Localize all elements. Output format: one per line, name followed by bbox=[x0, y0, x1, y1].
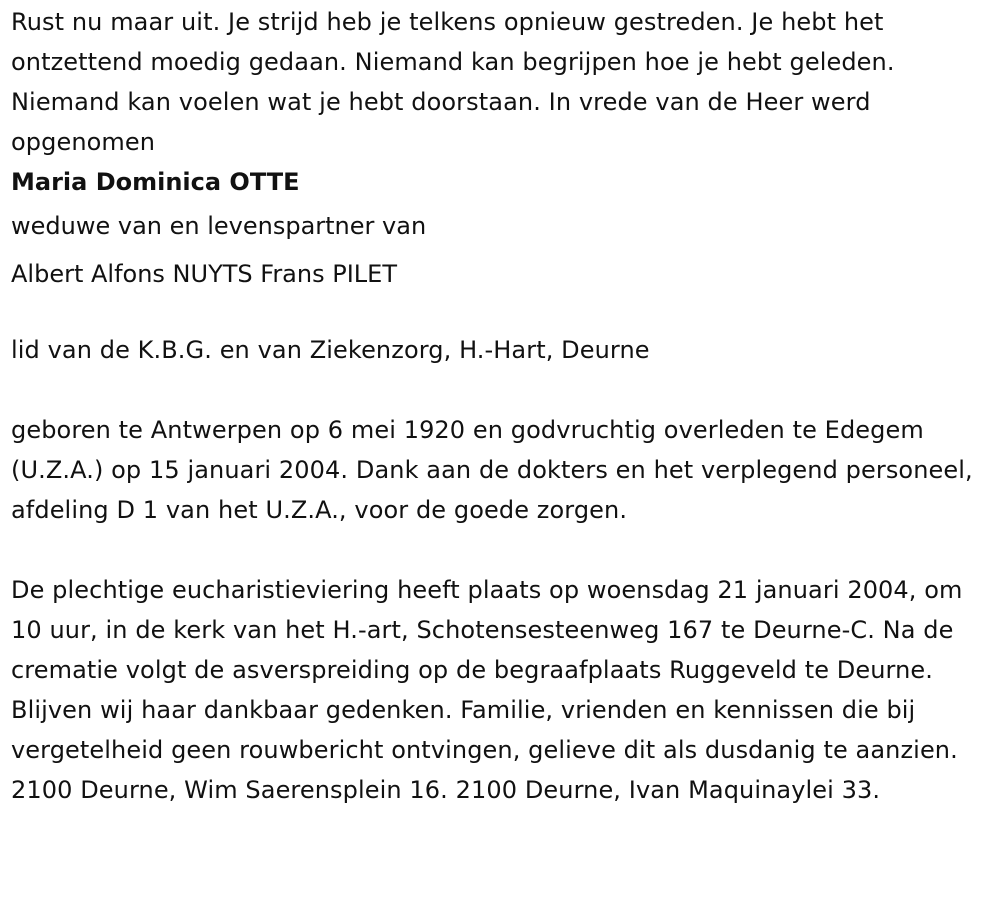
deceased-name: Maria Dominica OTTE bbox=[11, 168, 300, 196]
birth-death-text: geboren te Antwerpen op 6 mei 1920 en godvruchtig overleden te Edegem (U.Z.A.) op 15 januari 2004. Dank aan de dokters en het verplegend personeel, afdeling D 1 van het U.Z.A., voor de goede zorgen. bbox=[11, 416, 973, 524]
membership-text: lid van de K.B.G. en van Ziekenzorg, H.-Hart, Deurne bbox=[11, 336, 650, 364]
ceremony-text: De plechtige eucharistieviering heeft plaats op woensdag 21 januari 2004, om 10 uur, in de kerk van het H.-art, Schotensesteenweg 167 te Deurne-C. Na de crematie volgt de asverspreiding op de begraafplaats Ruggeveld te Deurne. Blijven wij haar dankbaar gedenken. Familie, vrienden en kennissen die bij vergetelheid geen rouwbericht ontvingen, gelieve dit als dusdanig te aanzien. 2100 Deurne, Wim Saerensplein 16. 2100 Deurne, Ivan Maquinaylei 33. bbox=[11, 576, 963, 804]
partners-text: Albert Alfons NUYTS Frans PILET bbox=[11, 260, 397, 288]
relation-text: weduwe van en levenspartner van bbox=[11, 212, 427, 240]
intro-text: Rust nu maar uit. Je strijd heb je telkens opnieuw gestreden. Je hebt het ontzettend moedig gedaan. Niemand kan begrijpen hoe je hebt geleden. Niemand kan voelen wat je hebt doorstaan. In vrede van de Heer werd opgenomen bbox=[11, 8, 895, 156]
